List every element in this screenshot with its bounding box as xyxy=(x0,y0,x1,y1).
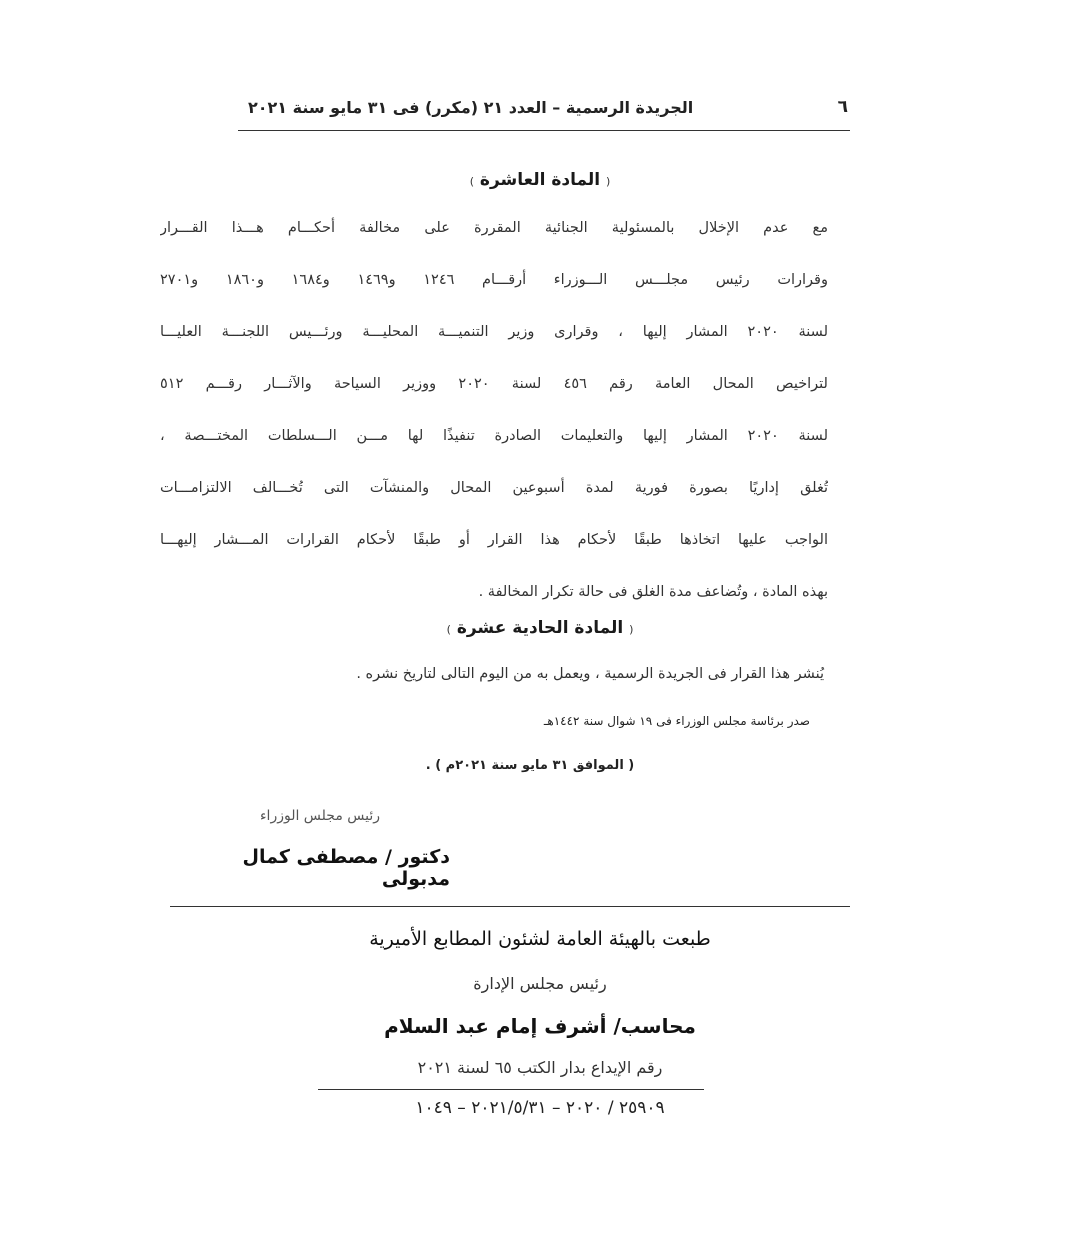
article-ten-line: لتراخيص المحال العامة رقم ٤٥٦ لسنة ٢٠٢٠ ووزير السياحة والآثـــار رقـــم ٥١٢ xyxy=(160,376,828,392)
gregorian-date: ( الموافق ٣١ مايو سنة ٢٠٢١م ) . xyxy=(425,758,635,773)
page-number: ٦ xyxy=(837,97,848,117)
signatory-name: دكتور / مصطفى كمال مدبولى xyxy=(242,846,450,890)
issuance-statement: صدر برئاسة مجلس الوزراء فى ١٩ شوال سنة ١٤٤٢هـ xyxy=(543,714,810,728)
board-chair-name: محاسب/ أشرف إمام عبد السلام xyxy=(384,1014,696,1038)
article-eleven-heading-text: المادة الحادية عشرة xyxy=(456,618,624,638)
printer-statement: طبعت بالهيئة العامة لشئون المطابع الأميرية xyxy=(369,928,711,950)
article-ten-line: الواجب عليها اتخاذها طبقًا لأحكام هذا القرار أو طبقًا لأحكام القرارات المـــشار إليهـــا xyxy=(160,532,828,548)
article-eleven-heading: ( المادة الحادية عشرة ) xyxy=(446,618,634,638)
article-ten-heading: ( المادة العاشرة ) xyxy=(469,170,611,190)
signatory-title: رئيس مجلس الوزراء xyxy=(259,808,381,824)
article-ten-heading-text: المادة العاشرة xyxy=(479,170,601,190)
header-divider xyxy=(238,130,850,131)
article-ten-line: لسنة ٢٠٢٠ المشار إليها والتعليمات الصادرة تنفيذًا لها مـــن الـــسلطات المختـــصة ، xyxy=(160,428,828,444)
article-ten-line: تُغلق إداريًا بصورة فورية لمدة أسبوعين المحال والمنشآت التى تُخـــالف الالتزامـــات xyxy=(160,480,828,496)
article-ten-line: مع عدم الإخلال بالمسئولية الجنائية المقررة على مخالفة أحكـــام هـــذا القـــرار xyxy=(160,220,828,236)
article-ten-line: وقرارات رئيس مجلـــس الـــوزراء أرقـــام ١٢٤٦ و١٤٦٩ و١٦٨٤ و١٨٦٠ و٢٧٠١ xyxy=(160,272,828,288)
deposit-number: رقم الإيداع بدار الكتب ٦٥ لسنة ٢٠٢١ xyxy=(417,1058,663,1077)
article-eleven-body: يُنشر هذا القرار فى الجريدة الرسمية ، ويعمل به من اليوم التالى لتاريخ نشره . xyxy=(356,666,824,682)
board-chair-title: رئيس مجلس الإدارة xyxy=(473,974,607,993)
article-ten-line: لسنة ٢٠٢٠ المشار إليها ، وقرارى وزير التنميـــة المحليـــة ورئـــيس اللجنـــة العليـــا xyxy=(160,324,828,340)
gazette-title: الجريدة الرسمية – العدد ٢١ (مكرر) فى ٣١ مايو سنة ٢٠٢١ xyxy=(248,97,694,117)
page-header xyxy=(248,92,848,122)
article-ten-line: بهذه المادة ، وتُضاعف مدة الغلق فى حالة تكرار المخالفة . xyxy=(478,584,828,600)
article-ten-body xyxy=(160,212,828,628)
deposit-divider xyxy=(318,1089,704,1090)
footer-divider xyxy=(170,906,850,907)
print-code: ٢٥٩٠٩ / ٢٠٢٠ – ٢٠٢١/٥/٣١ – ١٠٤٩ xyxy=(415,1098,665,1118)
